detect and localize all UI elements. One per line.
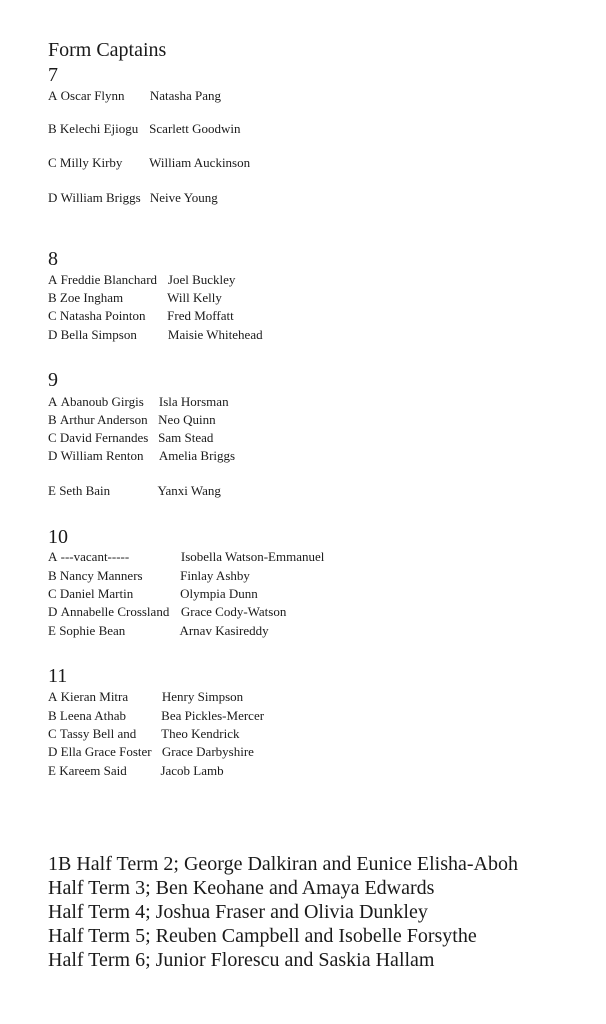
year-8-row-a — [48, 272, 235, 288]
half-term-line: Half Term 6; Junior Florescu and Saskia Hallam — [48, 949, 435, 971]
year-11-row-b — [48, 708, 264, 724]
captain-2: Yanxi Wang — [157, 483, 221, 498]
year-8-row-d — [48, 327, 263, 343]
form-letter: E — [48, 763, 56, 778]
captain-1: Seth Bain — [59, 483, 111, 498]
half-term-line: Half Term 5; Reuben Campbell and Isobelle Forsythe — [48, 925, 477, 947]
captain-2: Neo Quinn — [158, 412, 216, 427]
captain-2: Isla Horsman — [158, 394, 229, 409]
captain-2: Natasha Pang — [149, 88, 222, 103]
form-letter: D — [48, 744, 58, 759]
form-letter: D — [48, 327, 58, 342]
captain-1: Daniel Martin — [59, 586, 134, 601]
form-letter: A — [48, 88, 58, 103]
half-term-line: Half Term 3; Ben Keohane and Amaya Edwards — [48, 877, 435, 899]
captain-1: Milly Kirby — [59, 155, 123, 170]
page-title: Form Captains — [48, 39, 167, 61]
year-8-row-c — [48, 308, 234, 324]
captain-2: Olympia Dunn — [180, 586, 258, 601]
form-letter: D — [48, 190, 58, 205]
year-7-row-d — [48, 190, 218, 206]
year-7-row-b — [48, 121, 241, 137]
form-letter: B — [48, 708, 57, 723]
year-8-row-b — [48, 290, 222, 306]
captain-1: Abanoub Girgis — [60, 394, 144, 409]
captain-2: Joel Buckley — [167, 272, 236, 287]
year-10-row-a — [48, 549, 324, 565]
year-7-heading: 7 — [48, 64, 58, 86]
year-11-row-c — [48, 726, 240, 742]
captain-2: Arnav Kasireddy — [179, 623, 269, 638]
captain-1: Ella Grace Foster — [60, 744, 152, 759]
captain-1: Kelechi Ejiogu — [59, 121, 139, 136]
captain-1: William Renton — [60, 448, 144, 463]
form-letter: E — [48, 483, 56, 498]
captain-2: Henry Simpson — [161, 689, 244, 704]
captain-1: Nancy Manners — [59, 568, 143, 583]
year-11-row-d — [48, 744, 254, 760]
year-11-row-e — [48, 763, 224, 779]
captain-2: Fred Moffatt — [167, 308, 234, 323]
year-10-row-c — [48, 586, 258, 602]
year-10-row-b — [48, 568, 250, 584]
captain-2: Theo Kendrick — [161, 726, 240, 741]
captain-1: William Briggs — [60, 190, 141, 205]
captain-1: Oscar Flynn — [60, 88, 125, 103]
year-11-row-a — [48, 689, 243, 705]
form-letter: A — [48, 394, 58, 409]
captain-2: Jacob Lamb — [160, 763, 224, 778]
form-letter: C — [48, 586, 57, 601]
year-9-row-b — [48, 412, 216, 428]
captain-2: Isobella Watson-Emmanuel — [180, 549, 325, 564]
year-8-heading: 8 — [48, 248, 58, 270]
captain-2: Grace Cody-Watson — [180, 604, 287, 619]
form-letter: A — [48, 689, 58, 704]
captain-1: Kieran Mitra — [60, 689, 129, 704]
year-10-row-d — [48, 604, 286, 620]
form-letter: C — [48, 726, 57, 741]
captain-2: Maisie Whitehead — [167, 327, 263, 342]
year-9-row-a — [48, 394, 229, 410]
captain-2: Sam Stead — [158, 430, 214, 445]
captain-2: Bea Pickles-Mercer — [161, 708, 265, 723]
half-term-line: 1B Half Term 2; George Dalkiran and Eunice Elisha-Aboh — [48, 853, 518, 875]
captain-2: Will Kelly — [167, 290, 222, 305]
year-7-row-c — [48, 155, 250, 171]
form-letter: B — [48, 568, 57, 583]
form-letter: B — [48, 412, 57, 427]
year-11-heading: 11 — [48, 665, 68, 687]
captain-2: Neive Young — [149, 190, 218, 205]
captain-1: David Fernandes — [59, 430, 149, 445]
captain-1: Sophie Bean — [59, 623, 126, 638]
form-letter: C — [48, 430, 57, 445]
captain-1: Zoe Ingham — [59, 290, 124, 305]
form-letter: C — [48, 155, 57, 170]
captain-2: Grace Darbyshire — [161, 744, 254, 759]
captain-2: Finlay Ashby — [180, 568, 250, 583]
captain-1: Freddie Blanchard — [60, 272, 158, 287]
year-10-row-e — [48, 623, 269, 639]
year-9-row-d — [48, 448, 235, 464]
form-letter: A — [48, 272, 58, 287]
captain-2: William Auckinson — [149, 155, 251, 170]
form-letter: A — [48, 549, 58, 564]
captain-1: Bella Simpson — [60, 327, 137, 342]
form-letter: D — [48, 448, 58, 463]
form-letter: B — [48, 121, 57, 136]
captain-1: Kareem Said — [59, 763, 127, 778]
year-7-row-a — [48, 88, 221, 104]
year-9-heading: 9 — [48, 369, 58, 391]
half-term-line: Half Term 4; Joshua Fraser and Olivia Dunkley — [48, 901, 428, 923]
captain-1: Leena Athab — [59, 708, 126, 723]
captain-2: Scarlett Goodwin — [149, 121, 241, 136]
form-letter: C — [48, 308, 57, 323]
captain-1: Tassy Bell and — [59, 726, 137, 741]
form-letter: D — [48, 604, 58, 619]
year-9-row-c — [48, 430, 213, 446]
captain-1: ---vacant----- — [60, 549, 130, 564]
captain-1: Annabelle Crossland — [60, 604, 170, 619]
captain-1: Arthur Anderson — [59, 412, 148, 427]
captain-2: Amelia Briggs — [158, 448, 236, 463]
captain-1: Natasha Pointon — [59, 308, 146, 323]
form-letter: B — [48, 290, 57, 305]
year-9-row-e — [48, 483, 221, 499]
form-letter: E — [48, 623, 56, 638]
year-10-heading: 10 — [48, 526, 68, 548]
